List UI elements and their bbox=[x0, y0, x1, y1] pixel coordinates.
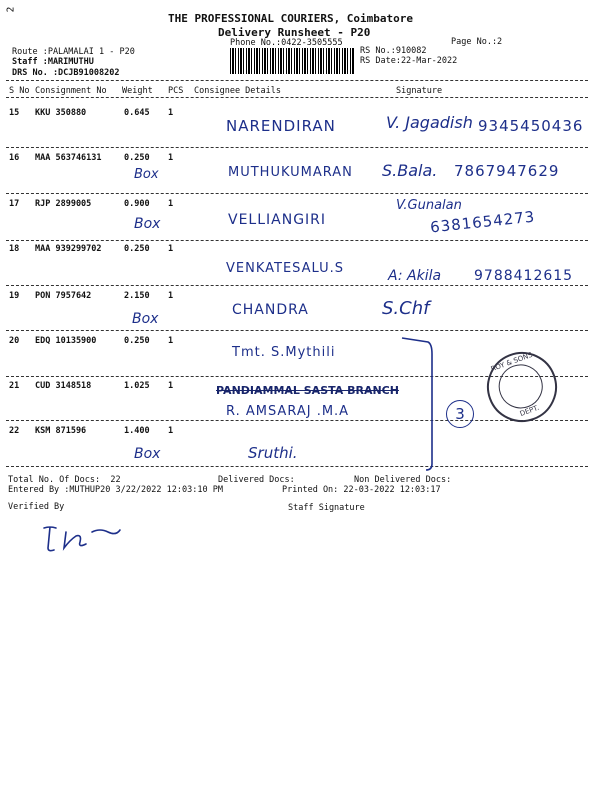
col-sno: S No bbox=[9, 86, 30, 96]
rs-date: RS Date:22-Mar-2022 bbox=[360, 56, 458, 66]
row-divider bbox=[6, 420, 588, 421]
row-sno: 22 bbox=[9, 426, 20, 436]
row-signature: S.Bala. bbox=[382, 161, 438, 180]
row-consignment: MAA 939299702 bbox=[35, 244, 102, 254]
route: Route :PALAMALAI 1 - P20 bbox=[12, 47, 135, 57]
row-consignee: Sruthi. bbox=[248, 444, 298, 462]
row-pcs: 1 bbox=[168, 153, 174, 163]
group-mark: 3 bbox=[455, 405, 465, 423]
row-consignment: PON 7957642 bbox=[35, 291, 92, 301]
delivered-docs: Delivered Docs: bbox=[218, 475, 295, 485]
row-sno: 15 bbox=[9, 108, 20, 118]
page-number: Page No.:2 bbox=[451, 37, 503, 47]
drs-number: DRS No. :DCJB91008202 bbox=[12, 68, 120, 78]
row-consignee: Tmt. S.Mythili bbox=[232, 345, 336, 360]
row-weight: 2.150 bbox=[124, 291, 150, 301]
row-consignee: VENKATESALU.S bbox=[226, 261, 345, 276]
row-weight: 0.250 bbox=[124, 244, 150, 254]
row-struck-text: PANDIAMMAL SASTA BRANCH bbox=[216, 384, 399, 397]
rubber-stamp bbox=[477, 342, 567, 432]
row-phone: 9345450436 bbox=[478, 117, 584, 135]
runsheet-title: Delivery Runsheet - P20 bbox=[218, 26, 371, 39]
row-sno: 16 bbox=[9, 153, 20, 163]
row-phone: 6381654273 bbox=[429, 207, 537, 237]
phone-number: Phone No.:0422-3505555 bbox=[230, 38, 343, 48]
row-consignee: NARENDIRAN bbox=[226, 117, 336, 135]
col-signature: Signature bbox=[396, 86, 443, 96]
staff-name: Staff :MARIMUTHU bbox=[12, 57, 94, 67]
printed-on: Printed On: 22-03-2022 12:03:17 bbox=[282, 485, 441, 495]
row-weight: 0.250 bbox=[124, 153, 150, 163]
row-divider bbox=[6, 240, 588, 241]
row-consignee: VELLIANGIRI bbox=[228, 212, 327, 228]
row-note: Box bbox=[134, 216, 161, 232]
row-sno: 20 bbox=[9, 336, 20, 346]
stamp-text-top: ROY & SONS bbox=[489, 350, 534, 374]
row-pcs: 1 bbox=[168, 291, 174, 301]
rs-number: RS No.:910082 bbox=[360, 46, 427, 56]
row-weight: 1.400 bbox=[124, 426, 150, 436]
row-weight: 0.645 bbox=[124, 108, 150, 118]
row-consignee: CHANDRA bbox=[232, 302, 309, 318]
row-signature: A: Akila bbox=[388, 268, 442, 284]
row-signature: V.Gunalan bbox=[396, 198, 462, 213]
row-consignee: R. AMSARAJ .M.A bbox=[226, 404, 350, 419]
non-delivered-docs: Non Delivered Docs: bbox=[354, 475, 452, 485]
row-sno: 18 bbox=[9, 244, 20, 254]
row-pcs: 1 bbox=[168, 426, 174, 436]
row-consignment: EDQ 10135900 bbox=[35, 336, 97, 346]
row-sno: 17 bbox=[9, 199, 20, 209]
circled-group-number bbox=[446, 400, 474, 428]
row-pcs: 1 bbox=[168, 199, 174, 209]
entered-by: Entered By :MUTHUP20 3/22/2022 12:03:10 PM bbox=[8, 485, 223, 495]
row-consignment: RJP 2899005 bbox=[35, 199, 92, 209]
row-note: Box bbox=[134, 167, 159, 182]
row-note: Box bbox=[134, 446, 161, 462]
row-signature: S.Chf bbox=[382, 298, 430, 319]
row-divider bbox=[6, 285, 588, 286]
row-pcs: 1 bbox=[168, 244, 174, 254]
row-pcs: 1 bbox=[168, 336, 174, 346]
row-divider bbox=[6, 147, 588, 148]
row-signature: V. Jagadish bbox=[386, 113, 473, 132]
col-weight: Weight bbox=[122, 86, 153, 96]
row-weight: 1.025 bbox=[124, 381, 150, 391]
total-docs: Total No. Of Docs: 22 bbox=[8, 475, 121, 485]
row-weight: 0.250 bbox=[124, 336, 150, 346]
header-rule-top bbox=[6, 80, 588, 81]
row-weight: 0.900 bbox=[124, 199, 150, 209]
row-pcs: 1 bbox=[168, 381, 174, 391]
row-sno: 19 bbox=[9, 291, 20, 301]
row-consignment: MAA 563746131 bbox=[35, 153, 102, 163]
row-consignment: KSM 871596 bbox=[35, 426, 87, 436]
row-consignment: CUD 3148518 bbox=[35, 381, 92, 391]
row-phone: 7867947629 bbox=[454, 162, 560, 180]
row-consignee: MUTHUKUMARAN bbox=[228, 165, 353, 180]
row-phone: 9788412615 bbox=[474, 268, 574, 284]
corner-mark: 2 bbox=[5, 6, 17, 13]
verifier-signature bbox=[36, 518, 126, 558]
row-divider bbox=[6, 330, 588, 331]
group-bracket bbox=[396, 334, 446, 474]
verified-by: Verified By bbox=[8, 502, 65, 512]
col-pcs: PCS bbox=[168, 86, 184, 96]
col-consignment: Consignment No bbox=[35, 86, 107, 96]
row-pcs: 1 bbox=[168, 108, 174, 118]
company-name: THE PROFESSIONAL COURIERS, Coimbatore bbox=[168, 12, 414, 25]
header-rule-bottom bbox=[6, 97, 588, 98]
stamp-text-bottom: DEPT. bbox=[518, 403, 541, 419]
row-divider bbox=[6, 466, 588, 467]
barcode bbox=[230, 48, 354, 74]
col-consignee: Consignee Details bbox=[194, 86, 281, 96]
staff-signature-label: Staff Signature bbox=[288, 503, 365, 513]
row-sno: 21 bbox=[9, 381, 20, 391]
row-divider bbox=[6, 193, 588, 194]
row-consignment: KKU 350880 bbox=[35, 108, 87, 118]
row-note: Box bbox=[132, 311, 159, 327]
